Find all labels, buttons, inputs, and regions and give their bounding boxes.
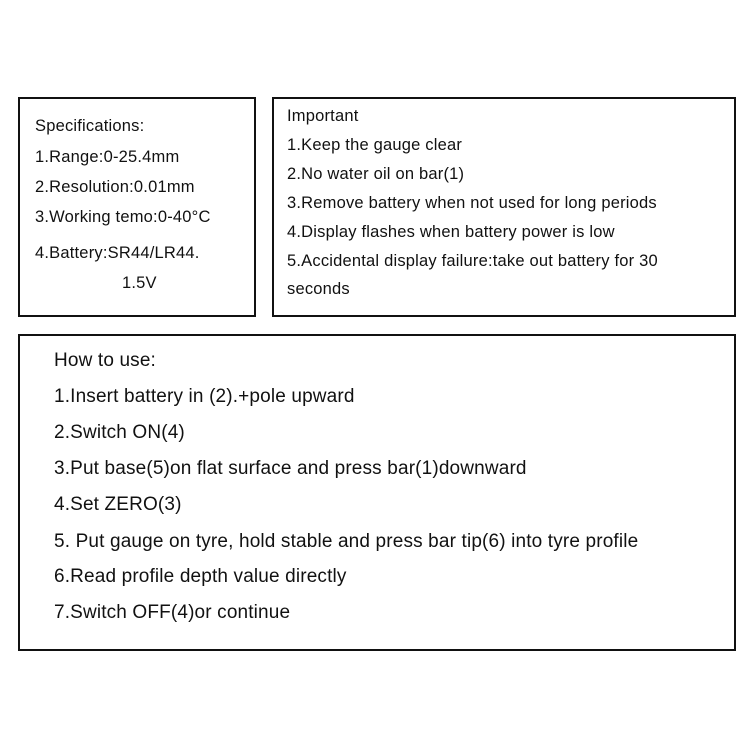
- spec-resolution: 2.Resolution:0.01mm: [35, 178, 195, 196]
- important-item-5-continued: seconds: [287, 280, 350, 298]
- spec-range: 1.Range:0-25.4mm: [35, 148, 180, 166]
- how-to-use-step-5: 5. Put gauge on tyre, hold stable and press bar tip(6) into tyre profile: [54, 531, 639, 552]
- how-to-use-step-2: 2.Switch ON(4): [54, 422, 185, 443]
- important-item-4: 4.Display flashes when battery power is low: [287, 223, 615, 241]
- specifications-title: Specifications:: [35, 117, 145, 135]
- spec-battery: 4.Battery:SR44/LR44.: [35, 244, 200, 262]
- how-to-use-step-7: 7.Switch OFF(4)or continue: [54, 602, 291, 623]
- how-to-use-step-4: 4.Set ZERO(3): [54, 494, 182, 515]
- specifications-box: [18, 97, 256, 317]
- how-to-use-step-1: 1.Insert battery in (2).+pole upward: [54, 386, 355, 407]
- spec-battery-voltage: 1.5V: [122, 274, 157, 292]
- important-box: [272, 97, 736, 317]
- important-item-5: 5.Accidental display failure:take out battery for 30: [287, 252, 658, 270]
- how-to-use-box: [18, 334, 736, 651]
- how-to-use-step-6: 6.Read profile depth value directly: [54, 566, 347, 587]
- spec-working-temperature: 3.Working temo:0-40°C: [35, 208, 211, 226]
- how-to-use-title: How to use:: [54, 350, 156, 371]
- important-item-3: 3.Remove battery when not used for long periods: [287, 194, 657, 212]
- important-title: Important: [287, 107, 359, 125]
- important-item-1: 1.Keep the gauge clear: [287, 136, 463, 154]
- how-to-use-step-3: 3.Put base(5)on flat surface and press bar(1)downward: [54, 458, 527, 479]
- important-item-2: 2.No water oil on bar(1): [287, 165, 465, 183]
